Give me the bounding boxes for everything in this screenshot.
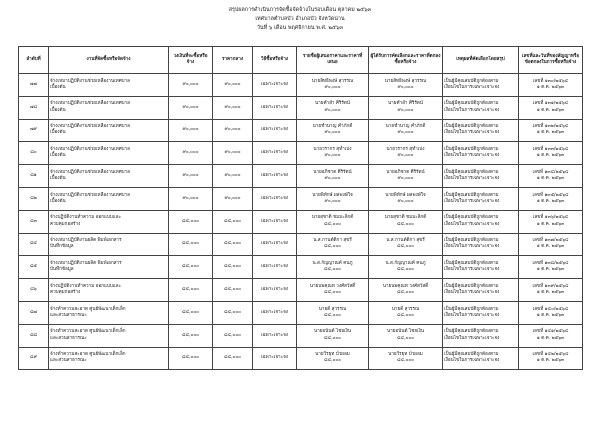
cell-bidder-line: นายดี สุวรรณ — [318, 306, 347, 312]
cell-reason — [443, 233, 519, 256]
table-body — [19, 74, 583, 370]
cell-reason-line: เป็นผู้มีคุณสมบัติถูกต้องตาม — [444, 192, 499, 198]
table-row — [19, 210, 583, 233]
cell-reason-line: เป็นผู้มีคุณสมบัติถูกต้องตาม — [444, 215, 499, 221]
cell-method: เฉพาะเจาะจง — [253, 142, 297, 165]
cell-contract-line: เลขที่ ๑๔๐/๒๕๖๔ — [532, 306, 569, 312]
cell-reason-line: เงื่อนไขในการเฉพาะเจาะจง — [444, 358, 500, 364]
cell-budget: ๘๔,๐๐๐ — [169, 279, 213, 302]
col-header-contract: เลขที่และวันที่ของสัญญาหรือข้อตกลงในการซื้อหรือจ้าง — [519, 47, 583, 74]
table-row — [19, 96, 583, 119]
cell-winner-line: ๘๔,๐๐๐ — [397, 358, 414, 364]
cell-winner — [369, 301, 443, 324]
cell-bidder-line: นายสุชาติ ชมมะลิกดี — [311, 215, 354, 221]
cell-winner-line: ๘๔,๐๐๐ — [397, 312, 414, 318]
cell-number: ๗๙ — [19, 119, 49, 142]
cell-winner-line: นายวรากร สุทำเปง — [386, 147, 425, 153]
cell-method: เฉพาะเจาะจง — [253, 301, 297, 324]
cell-reason-line: เงื่อนไขในการเฉพาะเจาะจง — [444, 107, 500, 113]
cell-reason — [443, 256, 519, 279]
cell-task-line: จ้างปฏิบัติงานทำความ ออกแบบและ — [50, 215, 122, 221]
cell-median-price: ๙๐,๐๐๐ — [213, 119, 253, 142]
cell-reason-line: เงื่อนไขในการเฉพาะเจาะจง — [444, 244, 500, 250]
cell-task — [49, 96, 169, 119]
cell-task-line: จ้างเหมาปฏิบัติงานช่วยเหลืองานเทศบาล — [50, 124, 130, 130]
cell-task — [49, 233, 169, 256]
cell-winner-line: ๘๔,๐๐๐ — [397, 267, 414, 273]
cell-contract-line: ๑ ต.ค. ๒๕๖๓ — [536, 335, 565, 341]
document-header — [0, 6, 600, 33]
cell-contract-line: ๑ ต.ค. ๒๕๖๓ — [536, 267, 565, 273]
cell-reason-line: เป็นผู้มีคุณสมบัติถูกต้องตาม — [444, 352, 499, 358]
cell-median-price: ๙๐,๐๐๐ — [213, 96, 253, 119]
cell-budget: ๙๐,๐๐๐ — [169, 96, 213, 119]
cell-method: เฉพาะเจาะจง — [253, 74, 297, 97]
cell-contract-line: ๑ ต.ค. ๒๕๖๓ — [536, 244, 565, 250]
cell-winner-line: ๙๐,๐๐๐ — [397, 198, 414, 204]
cell-reason — [443, 187, 519, 210]
cell-winner-line: นายอภิชาต ศิริรัตน์ — [386, 169, 425, 175]
cell-method: เฉพาะเจาะจง — [253, 279, 297, 302]
cell-bidder — [297, 187, 369, 210]
cell-median-price: ๘๔,๐๐๐ — [213, 324, 253, 347]
cell-winner — [369, 96, 443, 119]
procurement-table-wrapper — [18, 46, 582, 370]
cell-task — [49, 279, 169, 302]
cell-winner-line: นายสุชาติ ชมมะลิกดี — [384, 215, 427, 221]
header-title: สรุปผลการดำเนินการจัดซื้อจัดจ้างในรอบเดือน ตุลาคม ๒๕๖๓ — [228, 7, 372, 13]
cell-bidder — [297, 119, 369, 142]
cell-bidder — [297, 142, 369, 165]
cell-contract-line: เลขที่ ๑๓๙/๒๕๖๔ — [532, 283, 569, 289]
cell-winner — [369, 324, 443, 347]
col-header-task: งานที่จัดซื้อหรือจัดจ้าง — [49, 47, 169, 74]
cell-median-price: ๘๔,๐๐๐ — [213, 256, 253, 279]
cell-contract-line: ๑ ต.ค. ๒๕๖๓ — [536, 107, 565, 113]
cell-task-line: เบื้องต้น — [50, 153, 66, 159]
table-row — [19, 119, 583, 142]
cell-contract-line: ๑ ต.ค. ๒๕๖๓ — [536, 198, 565, 204]
cell-bidder-line: นายชำนาญ คำภักดี — [312, 124, 353, 130]
cell-winner-line: ๘๔,๐๐๐ — [397, 221, 414, 227]
cell-bidder — [297, 324, 369, 347]
col-header-budget: วงเงินที่จะซื้อหรือจ้าง — [169, 47, 213, 74]
cell-winner — [369, 347, 443, 370]
cell-contract-line: เลขที่ ๑๓๗/๒๕๖๔ — [532, 238, 569, 244]
cell-contract-line: ๑ ต.ค. ๒๕๖๓ — [536, 153, 565, 159]
cell-task-line: บันทึกข้อมูล — [50, 244, 74, 250]
cell-winner — [369, 279, 443, 302]
cell-reason — [443, 324, 519, 347]
cell-task-line: เบื้องต้น — [50, 176, 66, 182]
cell-budget: ๙๐,๐๐๐ — [169, 165, 213, 188]
cell-contract-line: ๑ ต.ค. ๒๕๖๓ — [536, 84, 565, 90]
cell-contract-line: ๑ ต.ค. ๒๕๖๓ — [536, 312, 565, 318]
cell-contract-line: ๑ ต.ค. ๒๕๖๓ — [536, 221, 565, 227]
cell-winner — [369, 142, 443, 165]
cell-task-line: และสวนสาธารณะ — [50, 335, 87, 341]
cell-reason-line: เป็นผู้มีคุณสมบัติถูกต้องตาม — [444, 169, 499, 175]
table-row — [19, 324, 583, 347]
table-row — [19, 165, 583, 188]
cell-task — [49, 142, 169, 165]
cell-contract-line: เลขที่ ๑๓๕/๒๕๖๔ — [532, 192, 569, 198]
cell-method: เฉพาะเจาะจง — [253, 347, 297, 370]
cell-reason — [443, 347, 519, 370]
cell-task — [49, 165, 169, 188]
cell-reason-line: เป็นผู้มีคุณสมบัติถูกต้องตาม — [444, 329, 499, 335]
cell-winner — [369, 187, 443, 210]
cell-bidder-line: ๘๔,๐๐๐ — [324, 335, 341, 341]
cell-bidder-line: ๘๔,๐๐๐ — [324, 290, 341, 296]
cell-task — [49, 256, 169, 279]
cell-reason — [443, 301, 519, 324]
cell-contract-line: ๑ ต.ค. ๒๕๖๓ — [536, 290, 565, 296]
table-row — [19, 233, 583, 256]
cell-contract — [519, 187, 583, 210]
cell-reason-line: เงื่อนไขในการเฉพาะเจาะจง — [444, 267, 500, 273]
cell-reason-line: เงื่อนไขในการเฉพาะเจาะจง — [444, 153, 500, 159]
cell-bidder-line: นายคำลำ ศิริรัตน์ — [315, 101, 350, 107]
cell-budget: ๘๔,๐๐๐ — [169, 256, 213, 279]
cell-task — [49, 74, 169, 97]
cell-winner — [369, 74, 443, 97]
cell-bidder-line: ๙๐,๐๐๐ — [324, 176, 341, 182]
table-row — [19, 187, 583, 210]
col-header-winner: ผู้ได้รับการคัดเลือกและราคาที่ตกลงซื้อหรือจ้าง — [369, 47, 443, 74]
cell-task-line: เบื้องต้น — [50, 107, 66, 113]
cell-winner — [369, 256, 443, 279]
cell-bidder-line: ๘๔,๐๐๐ — [324, 267, 341, 273]
cell-task-line: ควบคุมก่อสร้าง — [50, 221, 81, 227]
table-row — [19, 256, 583, 279]
cell-bidder — [297, 347, 369, 370]
cell-number: ๘๗ — [19, 301, 49, 324]
cell-method: เฉพาะเจาะจง — [253, 233, 297, 256]
cell-median-price: ๘๔,๐๐๐ — [213, 347, 253, 370]
cell-bidder-line: นายวรากร สุทำเปง — [313, 147, 352, 153]
cell-reason-line: เป็นผู้มีคุณสมบัติถูกต้องตาม — [444, 261, 499, 267]
cell-bidder — [297, 165, 369, 188]
col-header-median-price: ราคากลาง — [213, 47, 253, 74]
cell-winner — [369, 165, 443, 188]
cell-task — [49, 119, 169, 142]
cell-bidder-line: ๙๐,๐๐๐ — [324, 130, 341, 136]
cell-contract — [519, 301, 583, 324]
table-header-row — [19, 47, 583, 74]
cell-contract-line: เลขที่ ๑๓๖/๒๕๖๔ — [532, 215, 569, 221]
table-row — [19, 301, 583, 324]
col-header-reason: เหตุผลที่คัดเลือกโดยสรุป — [443, 47, 519, 74]
cell-bidder-line: ๙๐,๐๐๐ — [324, 198, 341, 204]
cell-bidder-line: น.ส.กานต์ติกา สุขรี — [313, 238, 352, 244]
cell-number: ๘๖ — [19, 279, 49, 302]
cell-bidder-line: ๙๐,๐๐๐ — [324, 153, 341, 159]
cell-bidder-line: นายพิทักษ์ ผลพงษ์ใจ — [312, 192, 353, 198]
cell-contract-line: เลขที่ ๑๓๘/๒๕๖๔ — [532, 261, 569, 267]
cell-contract — [519, 233, 583, 256]
cell-number: ๘๔ — [19, 233, 49, 256]
cell-task-line: จ้างเหมาปฏิบัติงานผลิต พิมพ์เอกสาร — [50, 261, 122, 267]
cell-winner-line: นายวีรยุท บัวผลม — [388, 352, 423, 358]
cell-reason-line: เงื่อนไขในการเฉพาะเจาะจง — [444, 312, 500, 318]
cell-reason-line: เป็นผู้มีคุณสมบัติถูกต้องตาม — [444, 78, 499, 84]
cell-contract — [519, 347, 583, 370]
cell-task-line: จ้างทำความสะอาด ศูนย์พัฒนาเด็กเล็ก — [50, 306, 126, 312]
cell-winner-line: นายพิทักษ์ ผลพงษ์ใจ — [385, 192, 426, 198]
cell-task-line: จ้างเหมาปฏิบัติงานผลิต พิมพ์เอกสาร — [50, 238, 122, 244]
cell-winner-line: ๙๐,๐๐๐ — [397, 153, 414, 159]
cell-method: เฉพาะเจาะจง — [253, 210, 297, 233]
cell-winner-line: นายคำลำ ศิริรัตน์ — [388, 101, 423, 107]
cell-budget: ๘๔,๐๐๐ — [169, 301, 213, 324]
cell-median-price: ๙๐,๐๐๐ — [213, 165, 253, 188]
cell-winner-line: นายชำนาญ คำภักดี — [385, 124, 426, 130]
cell-winner — [369, 233, 443, 256]
cell-reason-line: เงื่อนไขในการเฉพาะเจาะจง — [444, 221, 500, 227]
cell-method: เฉพาะเจาะจง — [253, 256, 297, 279]
cell-bidder-line: ๙๐,๐๐๐ — [324, 107, 341, 113]
cell-contract — [519, 119, 583, 142]
cell-number: ๗๗ — [19, 74, 49, 97]
cell-task — [49, 210, 169, 233]
cell-task-line: จ้างทำความสะอาด ศูนย์พัฒนาเด็กเล็ก — [50, 329, 126, 335]
cell-reason — [443, 165, 519, 188]
cell-number: ๘๑ — [19, 165, 49, 188]
cell-median-price: ๙๐,๐๐๐ — [213, 187, 253, 210]
cell-contract — [519, 256, 583, 279]
cell-bidder-line: น.ส.กัญญาณค์ คนภู — [312, 261, 353, 267]
cell-winner-line: ๙๐,๐๐๐ — [397, 176, 414, 182]
cell-task — [49, 187, 169, 210]
cell-winner-line: ๘๔,๐๐๐ — [397, 244, 414, 250]
cell-bidder-line: นายอภิชาต ศิริรัตน์ — [313, 169, 352, 175]
cell-reason-line: เงื่อนไขในการเฉพาะเจาะจง — [444, 84, 500, 90]
table-row — [19, 347, 583, 370]
cell-bidder-line: นายสิทธิพงษ์ สุวรรณ — [311, 78, 354, 84]
cell-bidder — [297, 74, 369, 97]
cell-task — [49, 347, 169, 370]
cell-number: ๘๕ — [19, 256, 49, 279]
col-header-method: วิธีซื้อหรือจ้าง — [253, 47, 297, 74]
cell-contract — [519, 210, 583, 233]
cell-winner-line: นายอนันต์ ไชยเงิน — [387, 329, 424, 335]
cell-median-price: ๘๔,๐๐๐ — [213, 279, 253, 302]
cell-reason — [443, 96, 519, 119]
cell-median-price: ๙๐,๐๐๐ — [213, 142, 253, 165]
cell-task-line: ควบคุมก่อสร้าง — [50, 290, 81, 296]
cell-bidder-line: ๘๔,๐๐๐ — [324, 244, 341, 250]
cell-bidder-line: ๘๔,๐๐๐ — [324, 358, 341, 364]
cell-contract-line: เลขที่ ๑๔๒/๒๕๖๔ — [532, 352, 569, 358]
cell-task-line: เบื้องต้น — [50, 198, 66, 204]
cell-number: ๘๒ — [19, 187, 49, 210]
cell-reason-line: เงื่อนไขในการเฉพาะเจาะจง — [444, 130, 500, 136]
cell-reason — [443, 279, 519, 302]
cell-winner — [369, 210, 443, 233]
cell-reason — [443, 210, 519, 233]
cell-bidder — [297, 279, 369, 302]
cell-contract — [519, 324, 583, 347]
cell-median-price: ๘๔,๐๐๐ — [213, 233, 253, 256]
cell-bidder — [297, 210, 369, 233]
cell-number: ๘๓ — [19, 210, 49, 233]
cell-winner-line: ๘๔,๐๐๐ — [397, 290, 414, 296]
cell-budget: ๘๔,๐๐๐ — [169, 324, 213, 347]
cell-task — [49, 324, 169, 347]
cell-number: ๘๙ — [19, 347, 49, 370]
cell-bidder — [297, 301, 369, 324]
cell-reason-line: เงื่อนไขในการเฉพาะเจาะจง — [444, 290, 500, 296]
cell-task-line: และสวนสาธารณะ — [50, 312, 87, 318]
cell-bidder-line: ๘๔,๐๐๐ — [324, 221, 341, 227]
cell-budget: ๘๔,๐๐๐ — [169, 347, 213, 370]
cell-task-line: เบื้องต้น — [50, 84, 66, 90]
cell-contract-line: ๑ ต.ค. ๒๕๖๓ — [536, 358, 565, 364]
cell-reason-line: เป็นผู้มีคุณสมบัติถูกต้องตาม — [444, 283, 499, 289]
cell-budget: ๙๐,๐๐๐ — [169, 74, 213, 97]
cell-reason-line: เงื่อนไขในการเฉพาะเจาะจง — [444, 176, 500, 182]
cell-task-line: จ้างเหมาปฏิบัติงานช่วยเหลืองานเทศบาล — [50, 147, 130, 153]
cell-median-price: ๙๐,๐๐๐ — [213, 74, 253, 97]
cell-number: ๘๐ — [19, 142, 49, 165]
cell-winner-line: ๙๐,๐๐๐ — [397, 130, 414, 136]
cell-contract-line: เลขที่ ๑๓๐/๒๕๖๔ — [532, 78, 569, 84]
cell-bidder-line: นายอนันต์ ไชยเงิน — [314, 329, 351, 335]
cell-winner-line: นายสิทธิพงษ์ สุวรรณ — [384, 78, 427, 84]
cell-task-line: จ้างเหมาปฏิบัติงานช่วยเหลืองานเทศบาล — [50, 169, 130, 175]
cell-winner — [369, 119, 443, 142]
cell-task-line: จ้างทำความสะอาด ศูนย์พัฒนาเด็กเล็ก — [50, 352, 126, 358]
cell-method: เฉพาะเจาะจง — [253, 96, 297, 119]
cell-task-line: เบื้องต้น — [50, 130, 66, 136]
cell-reason-line: เป็นผู้มีคุณสมบัติถูกต้องตาม — [444, 306, 499, 312]
cell-bidder — [297, 256, 369, 279]
cell-contract-line: เลขที่ ๑๓๔/๒๕๖๔ — [532, 169, 569, 175]
cell-budget: ๙๐,๐๐๐ — [169, 187, 213, 210]
cell-bidder — [297, 233, 369, 256]
cell-winner-line: ๙๐,๐๐๐ — [397, 84, 414, 90]
table-row — [19, 142, 583, 165]
cell-reason-line: เป็นผู้มีคุณสมบัติถูกต้องตาม — [444, 124, 499, 130]
procurement-table — [18, 46, 583, 370]
cell-budget: ๘๔,๐๐๐ — [169, 210, 213, 233]
table-row — [19, 279, 583, 302]
col-header-bidders: รายชื่อผู้เสนอราคาและราคาที่เสนอ — [297, 47, 369, 74]
cell-contract-line: เลขที่ ๑๓๑/๒๕๖๔ — [532, 101, 569, 107]
cell-contract — [519, 96, 583, 119]
cell-budget: ๙๐,๐๐๐ — [169, 119, 213, 142]
cell-contract-line: ๑ ต.ค. ๒๕๖๓ — [536, 176, 565, 182]
cell-median-price: ๘๔,๐๐๐ — [213, 301, 253, 324]
cell-contract-line: เลขที่ ๑๔๑/๒๕๖๔ — [532, 329, 569, 335]
cell-budget: ๙๐,๐๐๐ — [169, 142, 213, 165]
cell-method: เฉพาะเจาะจง — [253, 324, 297, 347]
cell-number: ๘๘ — [19, 324, 49, 347]
cell-reason-line: เป็นผู้มีคุณสมบัติถูกต้องตาม — [444, 238, 499, 244]
cell-reason-line: เป็นผู้มีคุณสมบัติถูกต้องตาม — [444, 101, 499, 107]
cell-median-price: ๘๔,๐๐๐ — [213, 210, 253, 233]
cell-reason — [443, 142, 519, 165]
cell-contract — [519, 279, 583, 302]
cell-reason-line: เงื่อนไขในการเฉพาะเจาะจง — [444, 198, 500, 204]
cell-bidder-line: นายนพคุณท วงศ์สวัสดิ์ — [309, 283, 356, 289]
table-row — [19, 74, 583, 97]
cell-reason-line: เป็นผู้มีคุณสมบัติถูกต้องตาม — [444, 147, 499, 153]
cell-winner-line: น.ส.กัญญาณค์ คนภู — [385, 261, 426, 267]
cell-task-line: จ้างเหมาปฏิบัติงานช่วยเหลืองานเทศบาล — [50, 192, 130, 198]
cell-winner-line: ๙๐,๐๐๐ — [397, 107, 414, 113]
cell-contract-line: ๑ ต.ค. ๒๕๖๓ — [536, 130, 565, 136]
cell-winner-line: นายดี สุวรรณ — [391, 306, 420, 312]
cell-reason — [443, 119, 519, 142]
cell-reason — [443, 74, 519, 97]
cell-contract — [519, 142, 583, 165]
cell-bidder-line: นายวีรยุท บัวผลม — [315, 352, 350, 358]
cell-number: ๗๘ — [19, 96, 49, 119]
cell-bidder-line: ๙๐,๐๐๐ — [324, 84, 341, 90]
cell-contract — [519, 165, 583, 188]
cell-contract-line: เลขที่ ๑๓๒/๒๕๖๔ — [532, 124, 569, 130]
cell-winner-line: ๘๔,๐๐๐ — [397, 335, 414, 341]
cell-method: เฉพาะเจาะจง — [253, 187, 297, 210]
cell-method: เฉพาะเจาะจง — [253, 165, 297, 188]
cell-contract — [519, 74, 583, 97]
cell-task-line: บันทึกข้อมูล — [50, 267, 74, 273]
cell-winner-line: น.ส.กานต์ติกา สุขรี — [386, 238, 425, 244]
cell-winner-line: นายนพคุณท วงศ์สวัสดิ์ — [382, 283, 429, 289]
cell-reason-line: เงื่อนไขในการเฉพาะเจาะจง — [444, 335, 500, 341]
cell-task — [49, 301, 169, 324]
cell-task-line: จ้างเหมาปฏิบัติงานช่วยเหลืองานเทศบาล — [50, 78, 130, 84]
cell-bidder-line: ๘๔,๐๐๐ — [324, 312, 341, 318]
cell-contract-line: เลขที่ ๑๓๓/๒๕๖๔ — [532, 147, 569, 153]
col-header-number: ลำดับที่ — [19, 47, 49, 74]
cell-task-line: จ้างปฏิบัติงานทำความ ออกแบบและ — [50, 283, 122, 289]
cell-task-line: จ้างเหมาปฏิบัติงานช่วยเหลืองานเทศบาล — [50, 101, 130, 107]
header-organization: เทศบาลตำบลบัว อำเภอบัว จังหวัดน่าน — [255, 16, 345, 22]
cell-bidder — [297, 96, 369, 119]
cell-task-line: และสวนสาธารณะ — [50, 358, 87, 364]
cell-budget: ๘๔,๐๐๐ — [169, 233, 213, 256]
cell-method: เฉพาะเจาะจง — [253, 119, 297, 142]
header-date: วันที่ ๖ เดือน พฤศจิกายน พ.ศ. ๒๕๖๓ — [256, 25, 344, 31]
